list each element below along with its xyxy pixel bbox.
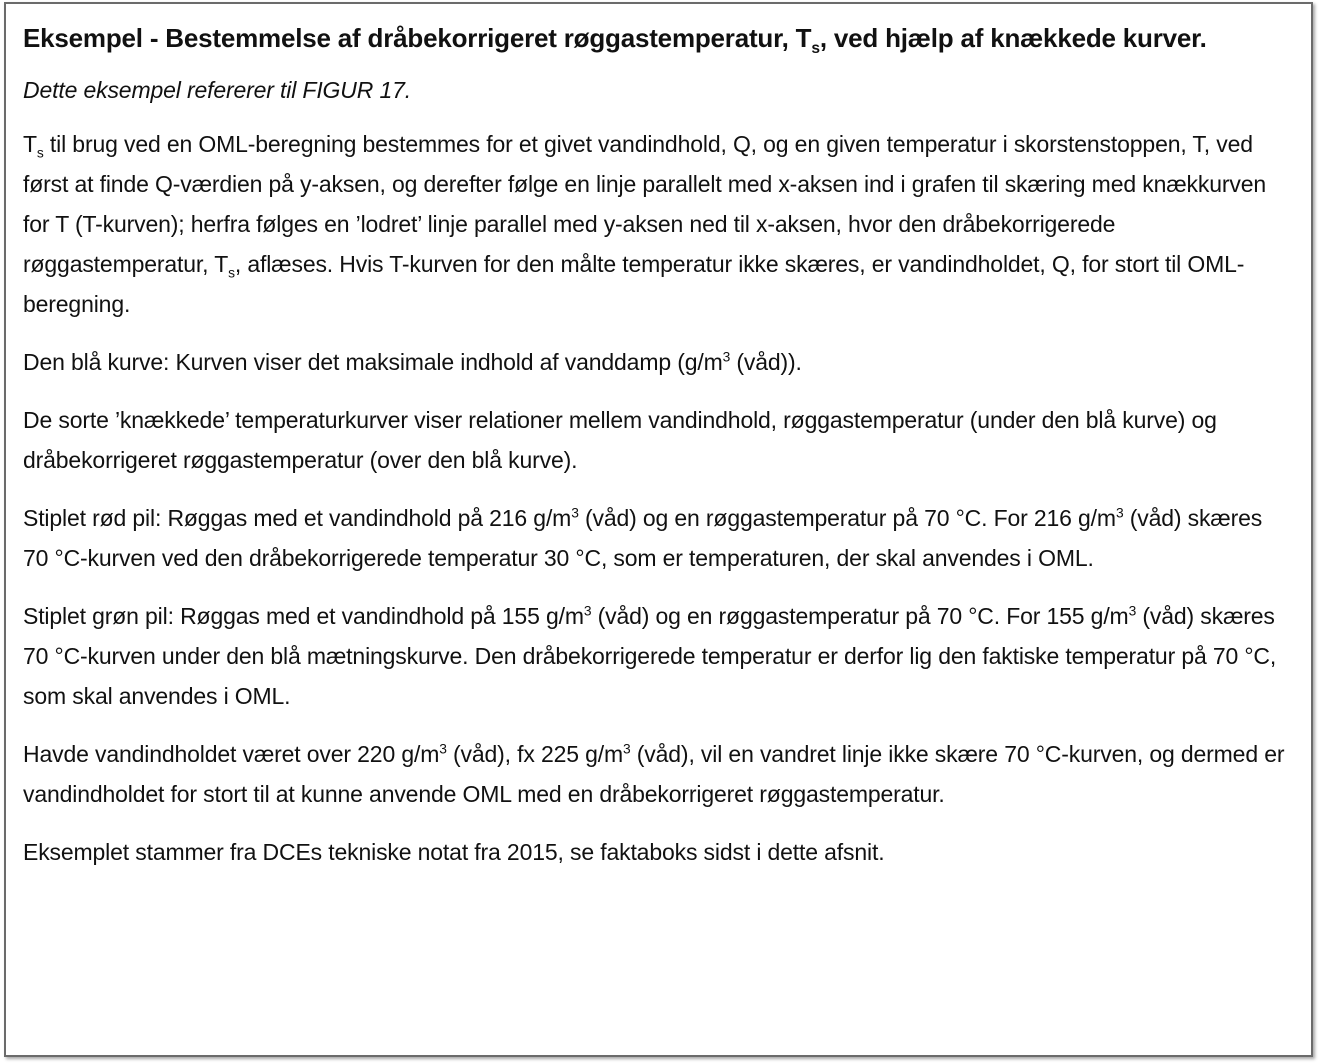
- p5-text-a: Stiplet grøn pil: Røggas med et vandindhold på 155 g/m: [23, 603, 584, 629]
- p4-sup-1: 3: [571, 505, 579, 521]
- p1-text-b: til brug ved en OML-beregning bestemmes for et givet vandindhold, Q, og en given temperatur i skorstenstoppen, T, ved først at finde Q-værdien på y-aksen, og derefter følge en linje parallelt med x-aksen ind i grafen til skæring med knækkurven for T (T-kurven); herfra følges en ’lodret’ linje parallel med y-aksen ned til x-aksen, hvor den dråbekorrigerede røggastemperatur, T: [23, 131, 1266, 277]
- p6-sup-2: 3: [623, 741, 631, 757]
- example-title: [23, 18, 1293, 58]
- p1-sub-2: s: [228, 265, 235, 281]
- p1-sub-1: s: [36, 145, 44, 161]
- paragraph-source: Eksemplet stammer fra DCEs tekniske notat fra 2015, se faktaboks sidst i dette afsnit.: [23, 839, 885, 865]
- p6-text-b: (våd), fx 225 g/m: [446, 741, 624, 767]
- paragraph-black-curves: De sorte ’knækkede’ temperaturkurver viser relationer mellem vandindhold, røggastemperatur (under den blå kurve) og dråbekorrigeret røggastemperatur (over den blå kurve).: [23, 407, 1217, 473]
- paragraph-too-high-water: [23, 734, 1293, 814]
- p1-text-c: , aflæses. Hvis T-kurven for den målte temperatur ikke skæres, er vandindholdet, Q, for stort til OML-beregning.: [23, 251, 1245, 317]
- p2-text-b: (våd)).: [730, 349, 802, 375]
- title-text: Eksempel - Bestemmelse af dråbekorrigeret røggastemperatur, T: [23, 23, 812, 53]
- p6-text-a: Havde vandindholdet været over 220 g/m: [23, 741, 440, 767]
- paragraph-blue-curve: [23, 342, 1293, 382]
- p4-text-c: (våd) skæres 70 °C-kurven ved den dråbekorrigerede temperatur 30 °C, som er temperaturen, der skal anvendes i OML.: [23, 505, 1263, 571]
- paragraph-red-arrow: [23, 498, 1293, 578]
- p5-sup-1: 3: [583, 603, 592, 619]
- p5-text-b: (våd) og en røggastemperatur på 70 °C. For 155 g/m: [591, 603, 1129, 629]
- p5-text-c: (våd) skæres 70 °C-kurven under den blå mætningskurve. Den dråbekorrigerede temperatur er derfor lig den faktiske temperatur på 70 °C, som skal anvendes i OML.: [23, 603, 1277, 709]
- p4-text-b: (våd) og en røggastemperatur på 70 °C. For 216 g/m: [578, 505, 1116, 531]
- example-box: [4, 2, 1313, 1057]
- p4-sup-2: 3: [1115, 505, 1124, 521]
- p6-text-c: (våd), vil en vandret linje ikke skære 70 °C-kurven, og dermed er vandindholdet for stort til at kunne anvende OML med en dråbekorrigeret røggastemperatur.: [23, 741, 1285, 807]
- p5-sup-2: 3: [1128, 603, 1137, 619]
- title-text-end: , ved hjælp af knækkede kurver.: [819, 23, 1207, 53]
- p4-text-a: Stiplet rød pil: Røggas med et vandindhold på 216 g/m: [23, 505, 572, 531]
- figure-reference: Dette eksempel refererer til FIGUR 17.: [23, 77, 411, 103]
- p1-text-a: T: [23, 131, 37, 157]
- p2-sup: 3: [722, 349, 731, 365]
- p2-text-a: Den blå kurve: Kurven viser det maksimale indhold af vanddamp (g/m: [23, 349, 723, 375]
- paragraph-method: [23, 124, 1293, 324]
- title-subscript: s: [811, 40, 820, 58]
- p6-sup-1: 3: [439, 741, 447, 757]
- paragraph-green-arrow: [23, 596, 1293, 716]
